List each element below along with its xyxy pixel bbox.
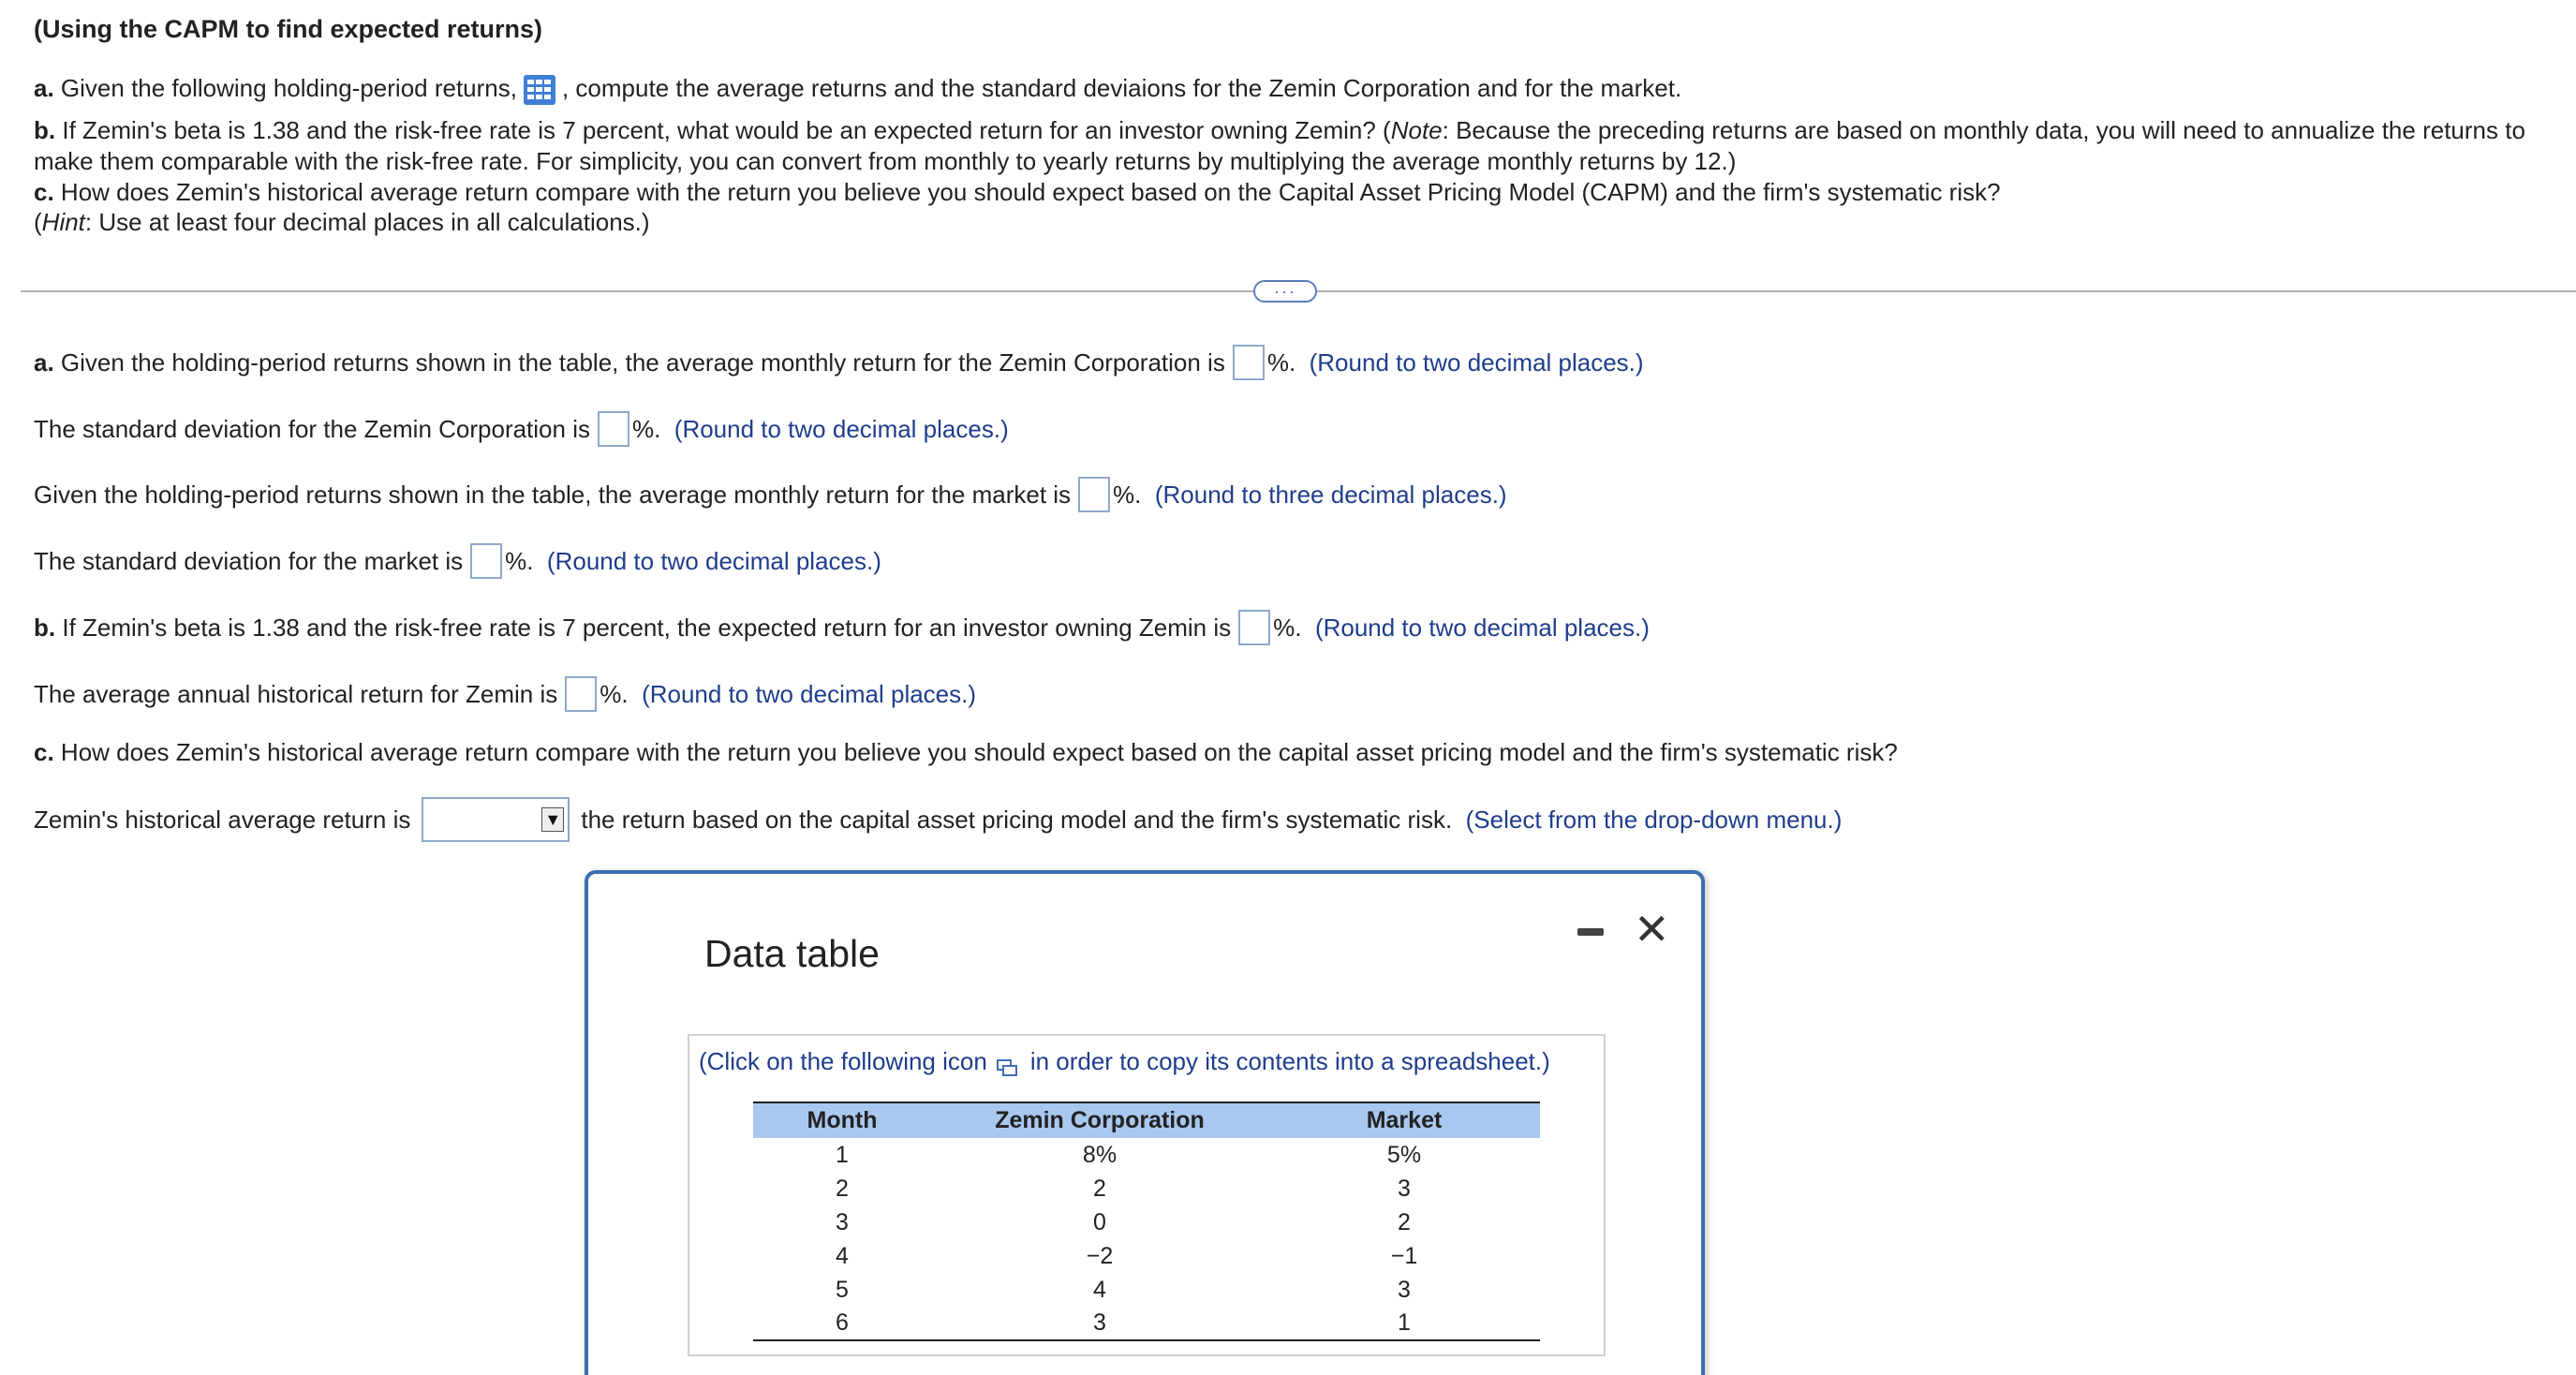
table-row bbox=[753, 1138, 1540, 1172]
table-row bbox=[753, 1239, 1540, 1273]
question-c-text: How does Zemin's historical average return compare with the return you believe you should expect based on the Capital Asset Pricing Model (CAPM) and the firm's systematic risk? bbox=[60, 178, 2001, 206]
cell-month: 6 bbox=[753, 1307, 931, 1340]
copy-to-spreadsheet-icon[interactable] bbox=[997, 1054, 1017, 1071]
question-c bbox=[34, 177, 2001, 208]
table-row bbox=[753, 1205, 1540, 1239]
cell-zemin: 3 bbox=[931, 1307, 1268, 1340]
close-icon[interactable]: ✕ bbox=[1634, 905, 1670, 954]
question-b-label: b. bbox=[34, 116, 56, 144]
column-header-month: Month bbox=[807, 1107, 878, 1133]
comparison-dropdown[interactable] bbox=[422, 797, 570, 842]
question-a bbox=[34, 73, 1681, 106]
answer-line-7 bbox=[34, 738, 1898, 767]
answer-line-1-text: Given the holding-period returns shown in the table, the average monthly return for the Zemin Corporation is bbox=[60, 347, 1225, 377]
answer-line-5 bbox=[34, 610, 1650, 645]
copy-note-after: in order to copy its contents into a spreadsheet.) bbox=[1029, 1047, 1550, 1075]
percent-sign: %. bbox=[600, 679, 629, 708]
question-b-note-word: Note bbox=[1390, 116, 1443, 144]
round-hint: (Round to two decimal places.) bbox=[1309, 347, 1644, 377]
answer-line-8-before: Zemin's historical average return is bbox=[34, 805, 411, 834]
answer-line-5-text: If Zemin's beta is 1.38 and the risk-free rate is 7 percent, the expected return for an investor owning Zemin is bbox=[62, 613, 1232, 642]
hint-text: : Use at least four decimal places in all calculations.) bbox=[84, 208, 650, 236]
answer-line-1 bbox=[34, 345, 1644, 380]
column-header-zemin: Zemin Corporation bbox=[995, 1107, 1205, 1133]
cell-month: 5 bbox=[836, 1276, 849, 1303]
round-hint: (Round to three decimal places.) bbox=[1154, 480, 1507, 509]
expected-return-input[interactable] bbox=[1238, 610, 1270, 645]
cell-month: 4 bbox=[836, 1242, 849, 1269]
data-table-icon[interactable] bbox=[523, 74, 556, 106]
market-avg-return-input[interactable] bbox=[1078, 477, 1110, 512]
copy-note-before: (Click on the following icon bbox=[699, 1047, 987, 1075]
answer-c-label: c. bbox=[34, 738, 54, 766]
question-b-text-pre: If Zemin's beta is 1.38 and the risk-free rate is 7 percent, what would be an expected return for an investor owning Zemin? ( bbox=[62, 116, 1391, 144]
answer-line-3-text: Given the holding-period returns shown in the table, the average monthly return for the market is bbox=[34, 480, 1072, 509]
market-std-dev-input[interactable] bbox=[470, 543, 502, 579]
table-header-row bbox=[753, 1102, 1540, 1138]
dialog-title: Data table bbox=[704, 932, 880, 975]
zemin-std-dev-input[interactable] bbox=[598, 411, 629, 447]
answer-line-2 bbox=[34, 411, 1009, 447]
problem-title: (Using the CAPM to find expected returns) bbox=[34, 15, 543, 43]
hint-word: Hint bbox=[41, 208, 85, 236]
cell-month: 1 bbox=[836, 1141, 849, 1168]
answer-line-8-after: the return based on the capital asset pricing model and the firm's systematic risk. bbox=[581, 805, 1453, 834]
round-hint: (Round to two decimal places.) bbox=[674, 414, 1009, 443]
dropdown-arrow-icon[interactable]: ▼ bbox=[541, 807, 564, 832]
round-hint: (Round to two decimal places.) bbox=[546, 546, 881, 575]
cell-month: 3 bbox=[836, 1208, 849, 1235]
returns-table bbox=[753, 1101, 1540, 1341]
table-row bbox=[753, 1172, 1540, 1205]
cell-market: 2 bbox=[1398, 1208, 1411, 1235]
cell-zemin: −2 bbox=[1086, 1242, 1114, 1269]
answer-line-4-text: The standard deviation for the market is bbox=[34, 546, 464, 575]
percent-sign: %. bbox=[1113, 480, 1142, 509]
question-c-label: c. bbox=[34, 178, 54, 206]
question-hint bbox=[34, 207, 650, 238]
round-hint: (Round to two decimal places.) bbox=[1314, 613, 1650, 642]
percent-sign: %. bbox=[631, 414, 661, 443]
answer-line-8 bbox=[34, 797, 1842, 842]
cell-month: 2 bbox=[836, 1175, 849, 1202]
answer-line-7-text: How does Zemin's historical average return compare with the return you believe you should expect based on the capital asset pricing model and the firm's systematic risk? bbox=[60, 738, 1898, 766]
cell-market: 5% bbox=[1386, 1141, 1422, 1168]
cell-market: 1 bbox=[1268, 1307, 1540, 1340]
answer-line-3 bbox=[34, 477, 1507, 512]
question-a-label: a. bbox=[34, 74, 54, 102]
copy-note bbox=[699, 1047, 1550, 1076]
cell-zemin: 2 bbox=[1093, 1175, 1106, 1202]
question-b-text-post: : Because the preceding returns are based on monthly data, you will need to annualize the returns to bbox=[1442, 116, 2525, 144]
answer-a-label: a. bbox=[34, 347, 54, 377]
round-hint: (Round to two decimal places.) bbox=[642, 679, 977, 708]
answer-line-4 bbox=[34, 543, 881, 579]
cell-market: 3 bbox=[1398, 1276, 1411, 1303]
answer-line-6-text: The average annual historical return for Zemin is bbox=[34, 679, 558, 708]
table-row bbox=[753, 1307, 1540, 1340]
table-row bbox=[753, 1273, 1540, 1307]
cell-zemin: 8% bbox=[1082, 1141, 1118, 1168]
answer-b-label: b. bbox=[34, 613, 56, 642]
cell-zemin: 4 bbox=[1093, 1276, 1106, 1303]
percent-sign: %. bbox=[1273, 613, 1302, 642]
question-b-line1 bbox=[34, 115, 2525, 146]
cell-zemin: 0 bbox=[1093, 1208, 1106, 1235]
percent-sign: %. bbox=[505, 546, 534, 575]
answer-line-2-text: The standard deviation for the Zemin Corporation is bbox=[34, 414, 590, 443]
question-b-line2: make them comparable with the risk-free rate. For simplicity, you can convert from monthly to yearly returns by multiplying the average monthly returns by 12.) bbox=[34, 147, 1737, 175]
answer-line-6 bbox=[34, 676, 976, 712]
data-table-dialog bbox=[585, 870, 1705, 1375]
zemin-avg-return-input[interactable] bbox=[1233, 345, 1265, 380]
minimize-icon[interactable] bbox=[1577, 928, 1604, 936]
question-a-text-after: , compute the average returns and the standard deviaions for the Zemin Corporation and for the market. bbox=[561, 74, 1682, 102]
column-header-market: Market bbox=[1366, 1107, 1443, 1133]
expand-more-button[interactable]: ··· bbox=[1253, 280, 1317, 303]
cell-market: −1 bbox=[1390, 1242, 1418, 1269]
percent-sign: %. bbox=[1266, 347, 1296, 377]
annual-historical-return-input[interactable] bbox=[565, 676, 597, 712]
question-a-text-before: Given the following holding-period returns, bbox=[60, 74, 517, 102]
hint-open: ( bbox=[34, 208, 42, 236]
select-hint: (Select from the drop-down menu.) bbox=[1465, 805, 1843, 834]
cell-market: 3 bbox=[1398, 1175, 1411, 1202]
data-table-panel bbox=[688, 1034, 1606, 1356]
